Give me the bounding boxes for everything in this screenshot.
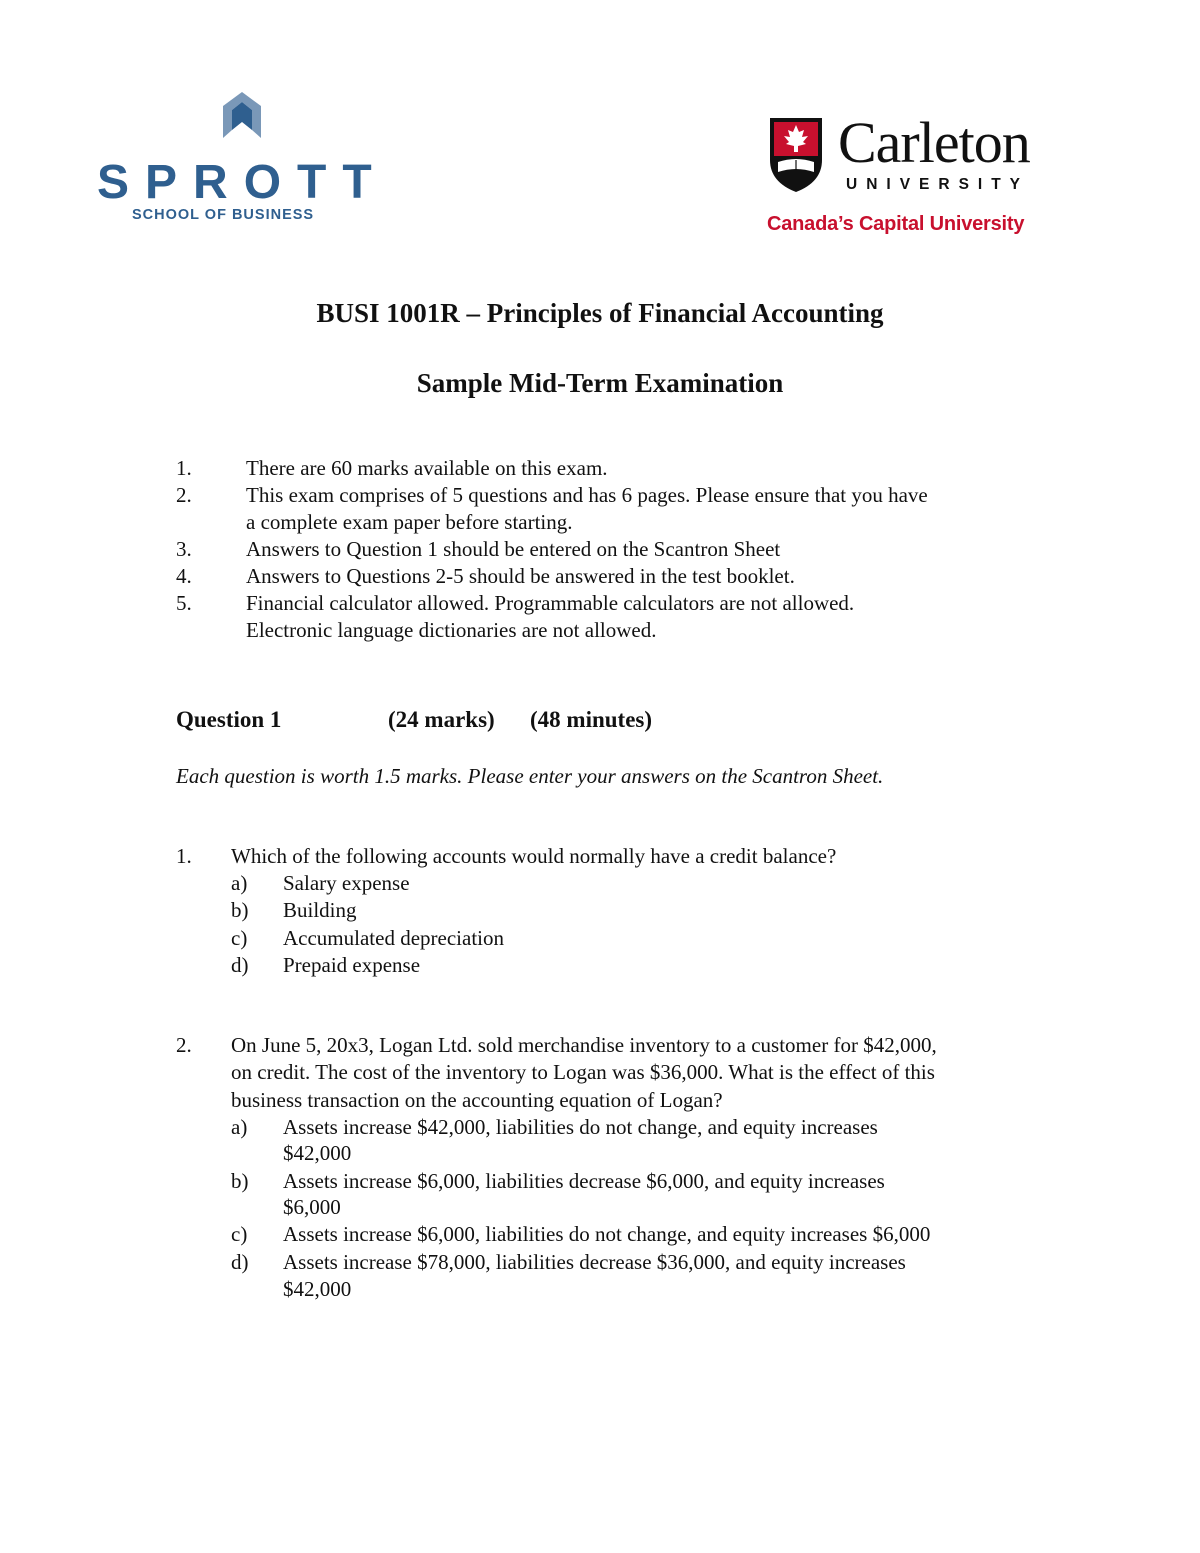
instruction-text: This exam comprises of 5 questions and has 6 pages. Please ensure that you have [246,483,928,507]
instruction-number: 4. [176,564,192,588]
mc-stem: on credit. The cost of the inventory to Logan was $36,000. What is the effect of this [231,1060,935,1084]
instruction-text: There are 60 marks available on this exam. [246,456,608,480]
instruction-number: 5. [176,591,192,615]
question-time: (48 minutes) [530,707,653,732]
instruction-number: 1. [176,456,192,480]
option-text: Assets increase $42,000, liabilities do not change, and equity increases [283,1115,878,1139]
mc-number: 1. [176,844,192,868]
carleton-wordmark: Carleton [838,110,1030,175]
option-text: Assets increase $6,000, liabilities decrease $6,000, and equity increases [283,1169,885,1193]
option-text: $42,000 [283,1277,352,1301]
question-note: Each question is worth 1.5 marks. Please enter your answers on the Scantron Sheet. [176,764,884,788]
option-text: Salary expense [283,871,410,895]
option-letter: d) [231,1250,249,1274]
course-title: BUSI 1001R – Principles of Financial Accounting [316,298,884,328]
option-text: Assets increase $6,000, liabilities do not change, and equity increases $6,000 [283,1222,931,1246]
instruction-text: Answers to Question 1 should be entered on the Scantron Sheet [246,537,781,561]
sprott-logo-mark [221,90,263,140]
option-text: Accumulated depreciation [283,926,504,950]
option-letter: a) [231,1115,248,1139]
carleton-university-label: UNIVERSITY [846,176,1030,193]
instruction-text: a complete exam paper before starting. [246,510,573,534]
instruction-number: 2. [176,483,192,507]
option-text: Prepaid expense [283,953,421,977]
exam-title: Sample Mid-Term Examination [416,368,784,398]
question-label: Question 1 [176,707,282,732]
sprott-wordmark: SPROTT [97,156,388,209]
option-letter: c) [231,926,248,950]
carleton-shield-icon [768,116,824,194]
mc-number: 2. [176,1033,192,1057]
mc-stem: Which of the following accounts would normally have a credit balance? [231,844,837,868]
carleton-tagline: Canada’s Capital University [767,213,1025,235]
instruction-number: 3. [176,537,192,561]
option-letter: b) [231,1169,249,1193]
option-letter: c) [231,1222,248,1246]
option-text: $42,000 [283,1141,352,1165]
option-letter: a) [231,871,248,895]
sprott-subtitle: SCHOOL OF BUSINESS [132,207,315,223]
option-text: Building [283,898,357,922]
instruction-text: Answers to Questions 2-5 should be answered in the test booklet. [246,564,795,588]
mc-stem: business transaction on the accounting equation of Logan? [231,1088,723,1112]
option-letter: d) [231,953,249,977]
question-marks: (24 marks) [388,707,495,732]
instruction-text: Financial calculator allowed. Programmable calculators are not allowed. [246,591,855,615]
option-text: Assets increase $78,000, liabilities decrease $36,000, and equity increases [283,1250,906,1274]
instruction-text: Electronic language dictionaries are not allowed. [246,618,657,642]
option-text: $6,000 [283,1195,341,1219]
mc-stem: On June 5, 20x3, Logan Ltd. sold merchandise inventory to a customer for $42,000, [231,1033,937,1057]
option-letter: b) [231,898,249,922]
